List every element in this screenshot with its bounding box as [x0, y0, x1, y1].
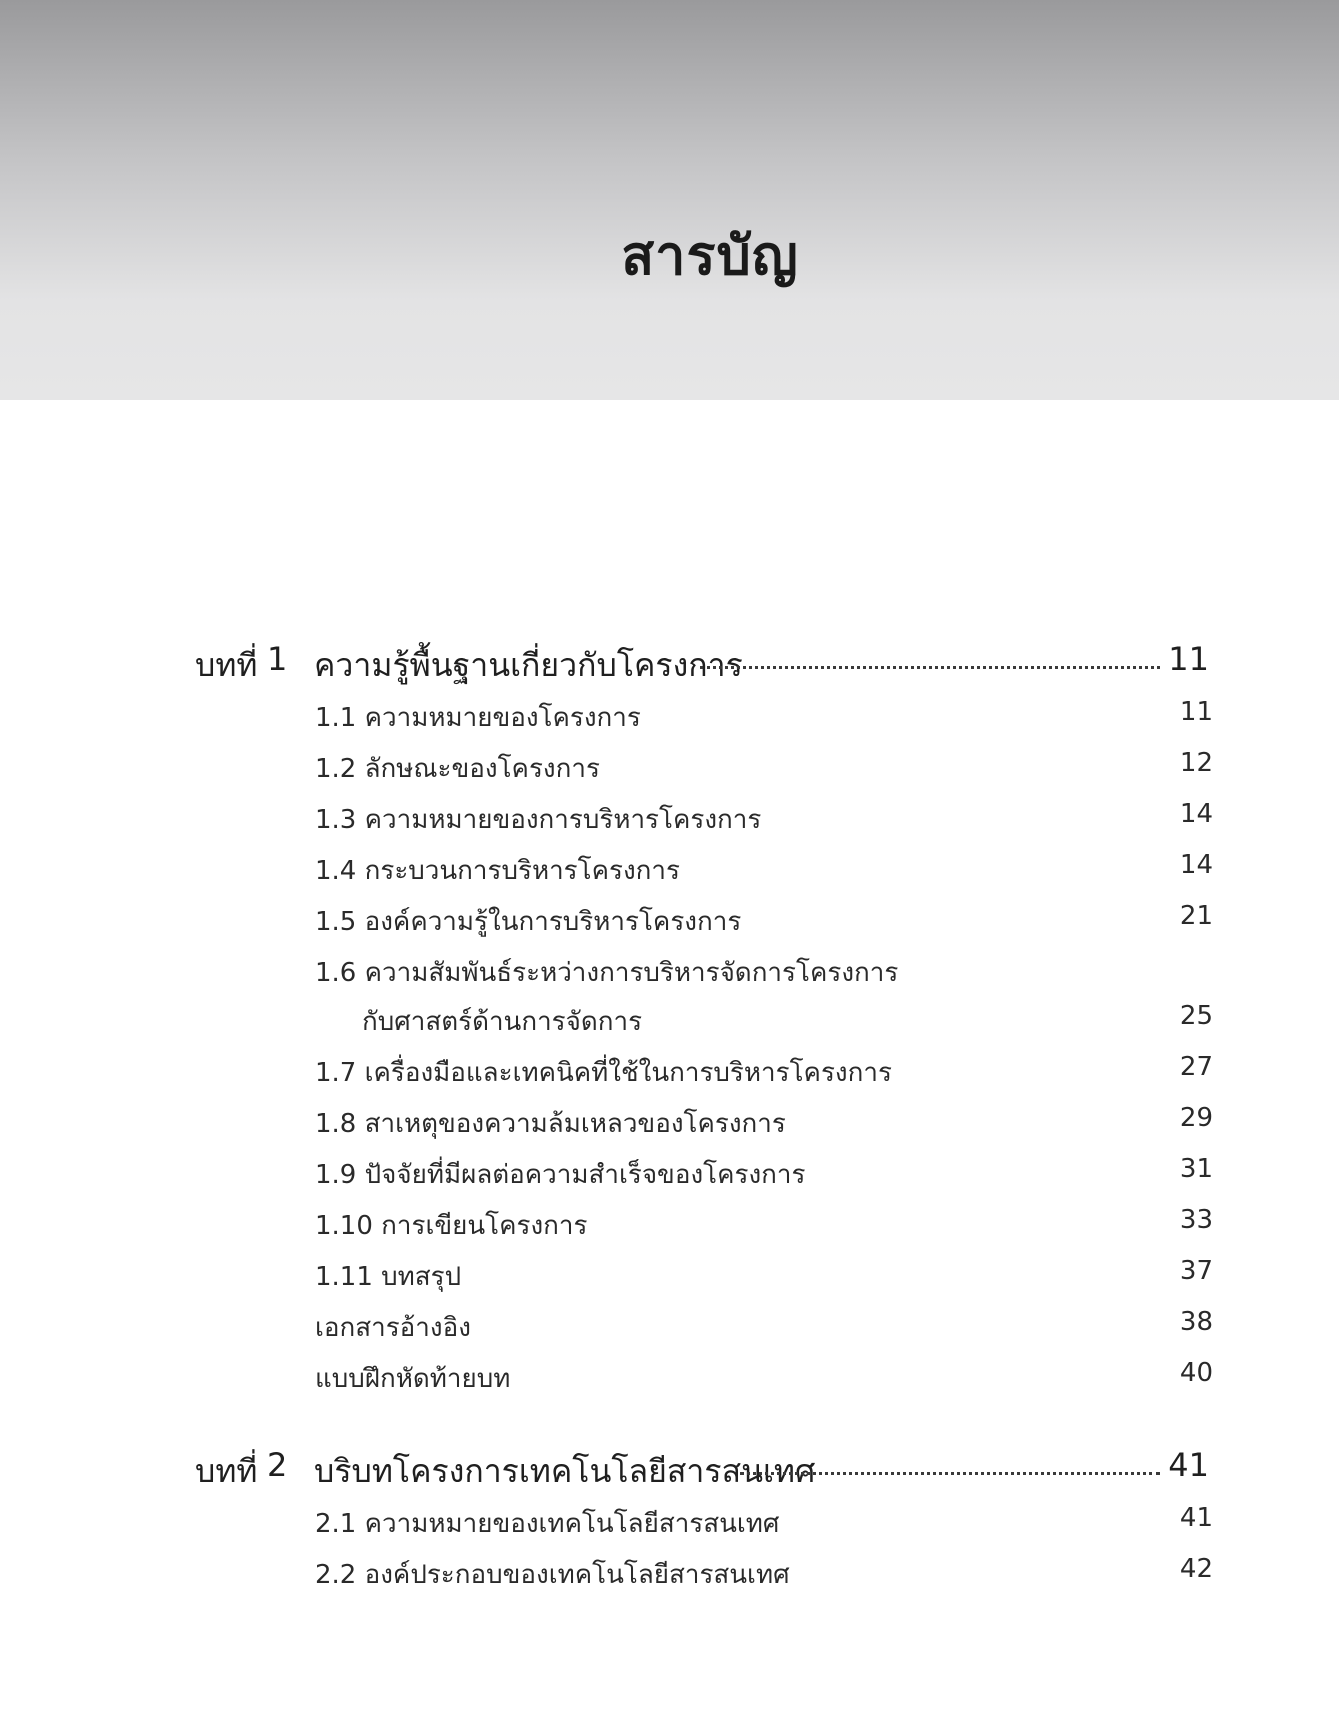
toc-entry[interactable]: [0, 1358, 1339, 1402]
toc-entry-page: 27: [1179, 1052, 1213, 1082]
chapter-number: 1: [267, 640, 288, 678]
toc-entry-page: 29: [1179, 1103, 1213, 1133]
toc-entry-label: 1.6 ความสัมพันธ์ระหว่างการบริหารจัดการโครงการ: [315, 958, 899, 988]
toc-entry-page: 31: [1179, 1154, 1213, 1184]
toc-entry-page: 12: [1179, 748, 1213, 778]
chapter-page-number: 11: [1168, 640, 1209, 678]
toc-entry-page: 33: [1179, 1205, 1213, 1235]
chapter-prefix: บทที่: [195, 646, 258, 684]
toc-entry-label: 1.2 ลักษณะของโครงการ: [315, 754, 600, 784]
toc-entry[interactable]: [0, 1503, 1339, 1547]
toc-entry-label: 1.1 ความหมายของโครงการ: [315, 703, 641, 733]
chapter-title: ความรู้พื้นฐานเกี่ยวกับโครงการ: [314, 646, 743, 684]
toc-entry-label-continued: กับศาสตร์ด้านการจัดการ: [362, 1007, 643, 1037]
toc-entry-page: 25: [1179, 1001, 1213, 1031]
chapter-page-number: 41: [1168, 1446, 1209, 1484]
toc-entry[interactable]: [0, 1103, 1339, 1147]
toc-entry[interactable]: [0, 952, 1339, 1047]
toc-entry[interactable]: [0, 850, 1339, 894]
toc-entry-label: 1.3 ความหมายของการบริหารโครงการ: [315, 805, 762, 835]
chapter-prefix: บทที่: [195, 1452, 258, 1490]
toc-entry-label: 1.11 บทสรุป: [315, 1262, 462, 1292]
toc-entry[interactable]: [0, 1205, 1339, 1249]
toc-entry-page: 14: [1179, 799, 1213, 829]
toc-entry-page: 40: [1179, 1358, 1213, 1388]
page-title: สารบัญ: [621, 224, 799, 287]
toc-entry-page: 11: [1179, 697, 1213, 727]
toc-entry[interactable]: [0, 1052, 1339, 1096]
toc-entry-label: 1.8 สาเหตุของความล้มเหลวของโครงการ: [315, 1109, 786, 1139]
toc-entry-page: 21: [1179, 901, 1213, 931]
toc-entry[interactable]: [0, 1256, 1339, 1300]
toc-entry-page: 14: [1179, 850, 1213, 880]
toc-entry[interactable]: [0, 1554, 1339, 1598]
toc-entry-label: แบบฝึกหัดท้ายบท: [315, 1364, 511, 1394]
toc-entry[interactable]: [0, 1307, 1339, 1351]
chapter-number: 2: [267, 1446, 288, 1484]
dot-leader: [700, 666, 1160, 669]
toc-entry-label: เอกสารอ้างอิง: [315, 1313, 471, 1343]
toc-entry-page: 38: [1179, 1307, 1213, 1337]
chapter-heading[interactable]: [0, 1446, 1339, 1496]
toc-entry-page: 42: [1179, 1554, 1213, 1584]
chapter-heading[interactable]: [0, 640, 1339, 690]
toc-entry-label: 1.10 การเขียนโครงการ: [315, 1211, 588, 1241]
toc-entry[interactable]: [0, 697, 1339, 741]
toc-entry-label: 1.4 กระบวนการบริหารโครงการ: [315, 856, 680, 886]
toc-entry-label: 1.7 เครื่องมือและเทคนิคที่ใช้ในการบริหารโครงการ: [315, 1058, 892, 1088]
toc-entry[interactable]: [0, 1154, 1339, 1198]
toc-entry-page: 41: [1179, 1503, 1213, 1533]
chapter-title: บริบทโครงการเทคโนโลยีสารสนเทศ: [314, 1452, 816, 1490]
toc-entry[interactable]: [0, 799, 1339, 843]
toc-entry-label: 2.2 องค์ประกอบของเทคโนโลยีสารสนเทศ: [315, 1560, 790, 1590]
dot-leader: [740, 1472, 1160, 1475]
toc-entry-label: 1.9 ปัจจัยที่มีผลต่อความสำเร็จของโครงการ: [315, 1160, 806, 1190]
toc-entry-label: 1.5 องค์ความรู้ในการบริหารโครงการ: [315, 907, 742, 937]
toc-entry[interactable]: [0, 901, 1339, 945]
toc-entry-page: 37: [1179, 1256, 1213, 1286]
toc-entry-label: 2.1 ความหมายของเทคโนโลยีสารสนเทศ: [315, 1509, 780, 1539]
toc-entry[interactable]: [0, 748, 1339, 792]
